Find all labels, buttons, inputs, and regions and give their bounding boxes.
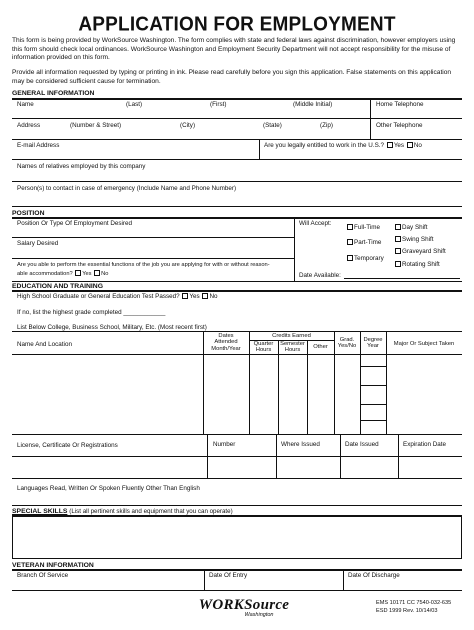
swing-shift-checkbox[interactable] [395, 236, 401, 242]
high-school-question-text: High School Graduate or General Education Test Passed? [17, 293, 180, 300]
date-of-entry-label: Date Of Entry [209, 572, 248, 579]
highest-grade-label: If no, list the highest grade completed ____________ [17, 309, 166, 316]
intro-paragraph-2: Provide all information requested by typing or printing in ink. Please read carefully before you sign this application. False statements on this application may be considered sufficient cause for termination. [12, 69, 452, 85]
legal-yes-label: Yes [393, 142, 405, 149]
part-time-label: Part-Time [354, 239, 382, 246]
rule [12, 515, 462, 517]
divider [343, 569, 344, 590]
legal-no-label: No [413, 142, 422, 149]
col-major: Major Or Subject Taken [393, 341, 455, 347]
rotating-shift-checkbox[interactable] [395, 261, 401, 267]
general-information-heading: GENERAL INFORMATION [12, 90, 95, 97]
branch-of-service-field[interactable] [15, 578, 201, 589]
rule [12, 456, 462, 457]
branch-of-service-label: Branch Of Service [17, 572, 69, 579]
col-semester-hours [278, 341, 307, 354]
col-semester-line-1: Semester [280, 341, 305, 347]
emergency-contact-field[interactable] [20, 192, 460, 204]
hs-yes-checkbox[interactable] [182, 293, 188, 299]
intro-paragraph-1: This form is being provided by WorkSource Washington. The form complies with state and federal laws against discrimination, however employers using this form should check local ordinances. WorkSource Washington and Employment Security Department will not accept responsibility for the misuse of information provided on this form. [12, 37, 456, 62]
rule [12, 139, 462, 140]
rotating-shift-label: Rotating Shift [402, 261, 440, 268]
rule [12, 290, 462, 292]
form-code-1: EMS 10171 CC 7540-032-635 [376, 600, 452, 606]
where-issued-label: Where Issued [281, 441, 320, 448]
logo-source: Source [244, 597, 290, 613]
divider [204, 569, 205, 590]
license-label: License, Certificate Or Registrations [17, 442, 118, 449]
rule [360, 420, 386, 421]
full-time-label: Full-Time [354, 224, 381, 231]
rule [360, 404, 386, 405]
rule [12, 181, 462, 182]
date-available-field[interactable] [344, 278, 460, 279]
essential-functions-question-2: able accommodation? [17, 270, 73, 277]
special-skills-field[interactable] [15, 518, 459, 558]
languages-field[interactable] [20, 492, 460, 502]
hs-no-label: No [209, 293, 218, 300]
logo-washington: Washington [244, 612, 274, 619]
expiration-date-label: Expiration Date [403, 441, 447, 448]
rule [12, 478, 462, 479]
rule [12, 258, 294, 259]
form-title: APPLICATION FOR EMPLOYMENT [78, 13, 396, 36]
col-dates-line-1: Dates [218, 333, 234, 339]
other-telephone-field[interactable] [374, 129, 460, 138]
logo-work: WORK [198, 597, 245, 613]
education-rows-field[interactable] [14, 356, 202, 432]
essential-functions-question-1: Are you able to perform the essential functions of the job you are applying for with or without reason- [17, 262, 270, 268]
col-semester-line-2: Hours [284, 347, 301, 354]
hs-no-checkbox[interactable] [202, 293, 208, 299]
col-degree-line-1: Degree [363, 337, 383, 343]
divider [259, 139, 260, 159]
middle-initial-label: (Middle Initial) [293, 101, 333, 108]
special-skills-title: SPECIAL SKILLS [12, 508, 68, 515]
rule [12, 206, 462, 207]
rule [12, 281, 462, 282]
col-dates-line-2: Attended [214, 339, 238, 346]
form-code-2: ESD 1999 Rev. 10/14/03 [376, 607, 438, 614]
rule [360, 385, 386, 386]
col-name-location: Name And Location [17, 341, 72, 348]
col-degree-line-2: Year [367, 343, 379, 350]
col-quarter-hours [249, 341, 278, 354]
part-time-checkbox[interactable] [347, 239, 353, 245]
col-quarter-line-1: Quarter [253, 341, 274, 347]
emergency-contact-label: Person(s) to contact in case of emergency (Include Name and Phone Number) [17, 185, 237, 192]
col-other: Other [313, 344, 328, 350]
essential-no-label: No [101, 270, 109, 277]
list-below-label: List Below College, Business School, Military, Etc. (Most recent first) [17, 324, 207, 331]
swing-shift-label: Swing Shift [402, 236, 434, 243]
col-credits-earned: Credits Earned [272, 333, 311, 339]
temporary-checkbox[interactable] [347, 255, 353, 261]
name-label: Name [17, 101, 34, 108]
col-dates-attended [203, 333, 249, 352]
address-label: Address [17, 122, 41, 129]
rule [12, 505, 462, 506]
rule [12, 354, 462, 355]
legal-no-checkbox[interactable] [407, 142, 413, 148]
position-desired-field[interactable] [20, 226, 292, 235]
full-time-checkbox[interactable] [347, 224, 353, 230]
last-name-label: (Last) [126, 101, 143, 108]
col-degree [360, 337, 386, 350]
date-available-label: Date Available: [299, 272, 341, 279]
license-number-label: Number [213, 441, 236, 448]
rule [12, 118, 462, 119]
state-label: (State) [263, 122, 282, 129]
col-grad [334, 337, 360, 350]
languages-label: Languages Read, Written Or Spoken Fluently Other Than English [17, 485, 200, 492]
hs-yes-label: Yes [189, 293, 200, 300]
rule [12, 331, 462, 332]
date-of-discharge-label: Date Of Discharge [348, 572, 400, 579]
relatives-label: Names of relatives employed by this company [17, 163, 146, 170]
rule [12, 237, 294, 238]
rule [12, 98, 462, 100]
email-field[interactable] [20, 148, 256, 158]
email-label: E-mail Address [17, 142, 60, 149]
date-issued-label: Date Issued [345, 441, 379, 448]
graveyard-shift-label: Graveyard Shift [402, 248, 446, 255]
rule [12, 590, 462, 591]
divider [294, 217, 295, 281]
other-telephone-label: Other Telephone [376, 122, 423, 129]
essential-yes-label: Yes [82, 270, 92, 277]
rule [12, 217, 462, 219]
city-label: (City) [180, 122, 196, 129]
will-accept-label: Will Accept: [299, 220, 332, 227]
name-field[interactable] [20, 107, 368, 117]
veteran-heading: VETERAN INFORMATION [12, 562, 94, 569]
special-skills-note: (List all pertinent skills and equipment that you can operate) [69, 508, 233, 515]
salary-desired-field[interactable] [20, 246, 292, 255]
worksource-logo [194, 597, 294, 619]
position-heading: POSITION [12, 210, 45, 217]
essential-no-checkbox[interactable] [94, 270, 100, 276]
col-quarter-line-2: Hours [255, 347, 272, 354]
temporary-label: Temporary [354, 255, 384, 262]
first-name-label: (First) [210, 101, 227, 108]
date-of-entry-field[interactable] [207, 578, 341, 589]
graveyard-shift-checkbox[interactable] [395, 248, 401, 254]
home-telephone-label: Home Telephone [376, 101, 424, 108]
rule [12, 434, 462, 435]
col-dates-line-3: Month/Year [211, 345, 241, 352]
address-field[interactable] [20, 129, 368, 138]
day-shift-checkbox[interactable] [395, 224, 401, 230]
col-grad-line-2: Yes/No [337, 343, 357, 350]
high-school-question [17, 293, 218, 300]
position-desired-label: Position Or Type Of Employment Desired [17, 220, 133, 227]
home-telephone-field[interactable] [374, 107, 460, 117]
day-shift-label: Day Shift [402, 224, 428, 231]
education-heading: EDUCATION AND TRAINING [12, 283, 103, 290]
rule [12, 159, 462, 160]
relatives-field[interactable] [20, 169, 460, 179]
divider [12, 515, 13, 559]
rule [12, 558, 462, 559]
rule [12, 569, 462, 571]
essential-yes-checkbox[interactable] [75, 270, 81, 276]
col-grad-line-1: Grad. [339, 337, 355, 343]
legal-work-question-text: Are you legally entitled to work in the U.S.? [264, 142, 385, 149]
zip-label: (Zip) [320, 122, 333, 129]
date-of-discharge-field[interactable] [346, 578, 460, 589]
number-street-label: (Number & Street) [70, 122, 122, 129]
rule [360, 366, 386, 367]
divider [461, 515, 462, 559]
legal-work-question [264, 142, 422, 149]
legal-yes-checkbox[interactable] [387, 142, 393, 148]
salary-desired-label: Salary Desired [17, 240, 59, 247]
